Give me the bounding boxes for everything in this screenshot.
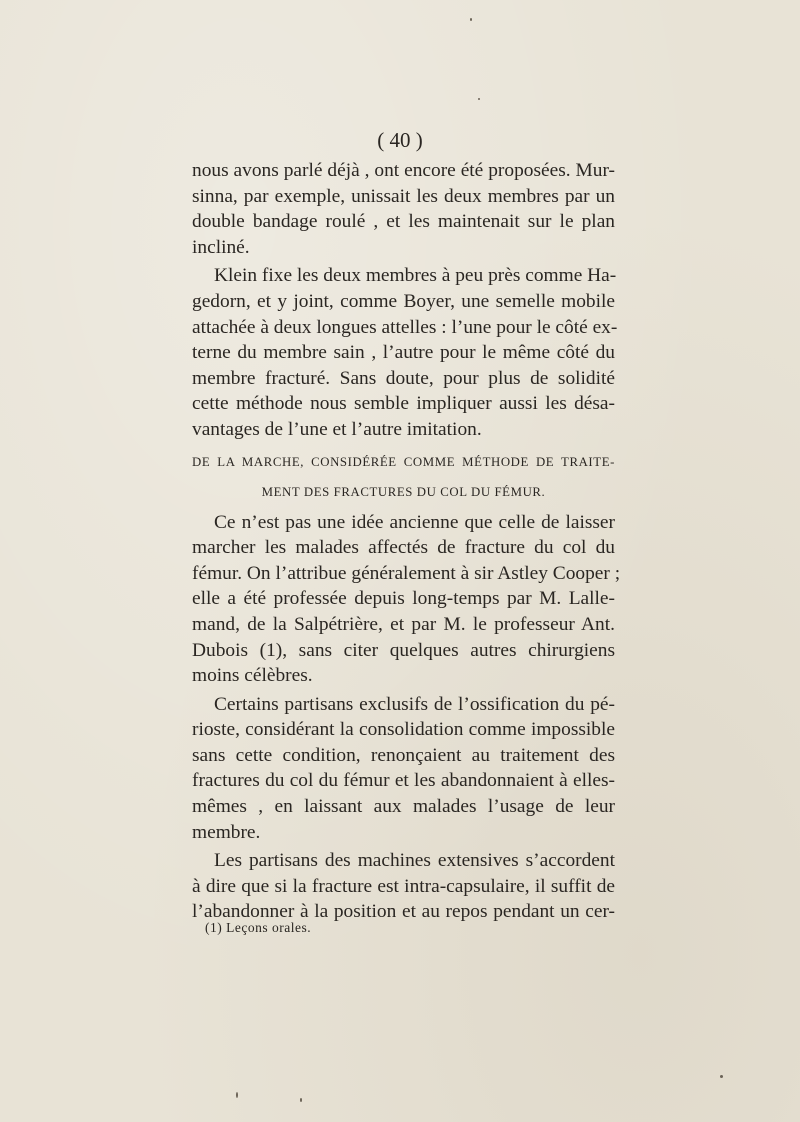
text-line: mand, de la Salpétrière, et par M. le professeur Ant. xyxy=(192,613,615,635)
paragraph-5 xyxy=(192,848,615,925)
text-line: Klein fixe les deux membres à peu près comme Ha- xyxy=(214,265,617,287)
text-line: moins célèbres. xyxy=(192,665,313,687)
text-line: terne du membre sain , l’autre pour le même côté du xyxy=(192,342,615,364)
text-line: elle a été professée depuis long-temps par M. Lalle- xyxy=(192,588,615,610)
paper-speck xyxy=(478,98,480,100)
text-line: Certains partisans exclusifs de l’ossification du pé- xyxy=(214,693,615,715)
heading-line: DE LA MARCHE, CONSIDÉRÉE COMME MÉTHODE DE TRAITE- xyxy=(192,454,615,469)
paper-speck xyxy=(720,1075,723,1078)
text-line: membre. xyxy=(192,821,261,843)
text-line: membre fracturé. Sans doute, pour plus de solidité xyxy=(192,367,615,389)
text-line: Ce n’est pas une idée ancienne que celle de laisser xyxy=(214,511,615,533)
text-line: marcher les malades affectés de fracture du col du xyxy=(192,537,615,559)
text-line: rioste, considérant la consolidation comme impossible xyxy=(192,719,615,741)
body-text xyxy=(192,158,621,925)
text-line: cette méthode nous semble impliquer aussi les désa- xyxy=(192,393,615,415)
section-heading xyxy=(192,447,615,507)
text-line: fémur. On l’attribue généralement à sir Astley Cooper ; xyxy=(192,562,621,584)
text-line: mêmes , en laissant aux malades l’usage de leur xyxy=(192,796,615,818)
paragraph-3 xyxy=(192,510,621,689)
text-line: sinna, par exemple, unissait les deux membres par un xyxy=(192,185,615,207)
paper-speck xyxy=(470,18,472,21)
footnote: (1) Leçons orales. xyxy=(205,920,312,935)
text-line: à dire que si la fracture est intra-capsulaire, il suffit de xyxy=(192,875,615,897)
text-line: double bandage roulé , et les maintenait sur le plan xyxy=(192,211,615,233)
paragraph-4 xyxy=(192,692,615,846)
paper-speck xyxy=(300,1098,302,1102)
text-line: nous avons parlé déjà , ont encore été proposées. Mur- xyxy=(192,160,615,181)
text-line: fractures du col du fémur et les abandonnaient à elles- xyxy=(192,770,615,792)
paper-speck xyxy=(236,1092,238,1098)
paragraph-2 xyxy=(192,263,618,442)
text-line: l’abandonner à la position et au repos pendant un cer- xyxy=(192,901,615,923)
text-line: gedorn, et y joint, comme Boyer, une semelle mobile xyxy=(192,290,615,312)
text-line: Dubois (1), sans citer quelques autres chirurgiens xyxy=(192,639,615,661)
text-line: incliné. xyxy=(192,236,250,258)
text-line: sans cette condition, renonçaient au traitement des xyxy=(192,744,615,766)
text-line: attachée à deux longues attelles : l’une pour le côté ex- xyxy=(192,316,618,338)
text-line: Les partisans des machines extensives s’accordent xyxy=(214,850,615,872)
paragraph-1 xyxy=(192,158,615,260)
heading-line: MENT DES FRACTURES DU COL DU FÉMUR. xyxy=(261,484,546,499)
text-line: vantages de l’une et l’autre imitation. xyxy=(192,418,482,440)
page-number: ( 40 ) xyxy=(377,128,423,152)
